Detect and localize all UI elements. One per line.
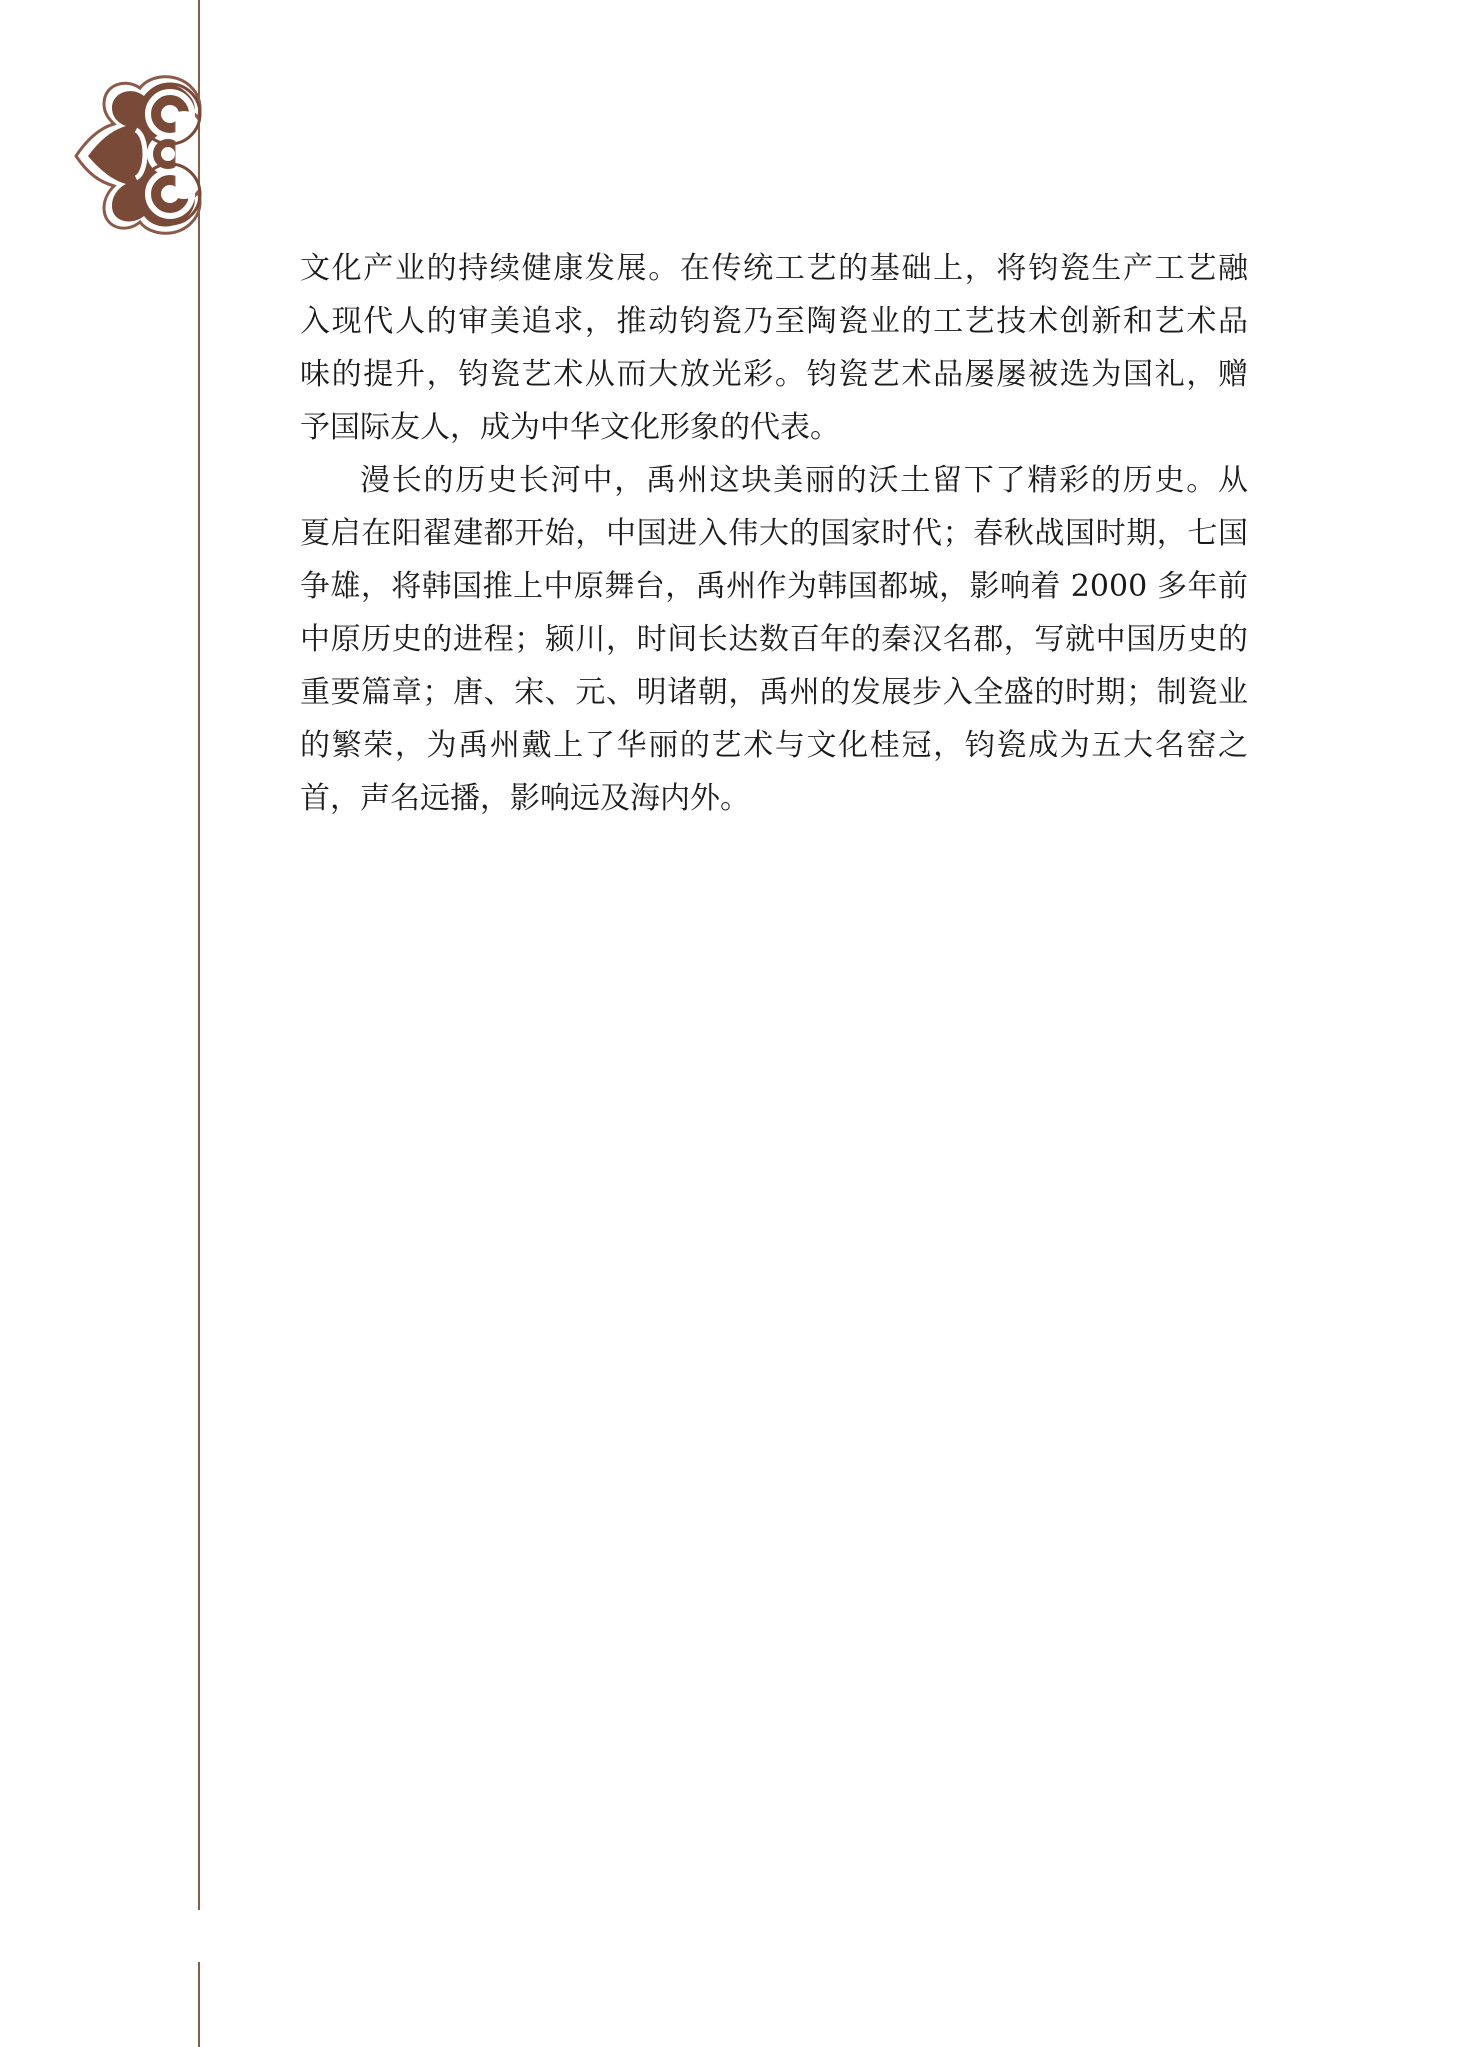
text-line: 文化产业的持续健康发展。在传统工艺的基础上，将钧瓷生产工艺融 (300, 251, 1248, 286)
text-line: 争雄，将韩国推上中原舞台，禹州作为韩国都城，影响着 2000 多年前 (300, 569, 1248, 604)
text-line: 入现代人的审美追求，推动钧瓷乃至陶瓷业的工艺技术创新和艺术品 (300, 304, 1248, 339)
text-line: 首，声名远播，影响远及海内外。 (300, 781, 750, 816)
text-line: 的繁荣，为禹州戴上了华丽的艺术与文化桂冠，钧瓷成为五大名窑之 (300, 728, 1248, 763)
text-line: 漫长的历史长河中，禹州这块美丽的沃土留下了精彩的历史。从 (360, 463, 1248, 498)
text-line: 中原历史的进程；颍川，时间长达数百年的秦汉名郡，写就中国历史的 (300, 622, 1248, 657)
text-line: 味的提升，钧瓷艺术从而大放光彩。钧瓷艺术品屡屡被选为国礼，赠 (300, 357, 1248, 392)
text-line: 重要篇章；唐、宋、元、明诸朝，禹州的发展步入全盛的时期；制瓷业 (300, 675, 1248, 710)
vertical-rule-top (198, 0, 200, 1910)
auspicious-cloud-icon (74, 70, 206, 238)
text-line: 予国际友人，成为中华文化形象的代表。 (300, 410, 840, 445)
body-text (300, 242, 1248, 825)
text-line: 夏启在阳翟建都开始，中国进入伟大的国家时代；春秋战国时期，七国 (300, 516, 1248, 551)
paragraph-2 (300, 454, 1248, 825)
paragraph-1 (300, 242, 1248, 454)
vertical-rule-bottom (198, 1962, 200, 2047)
